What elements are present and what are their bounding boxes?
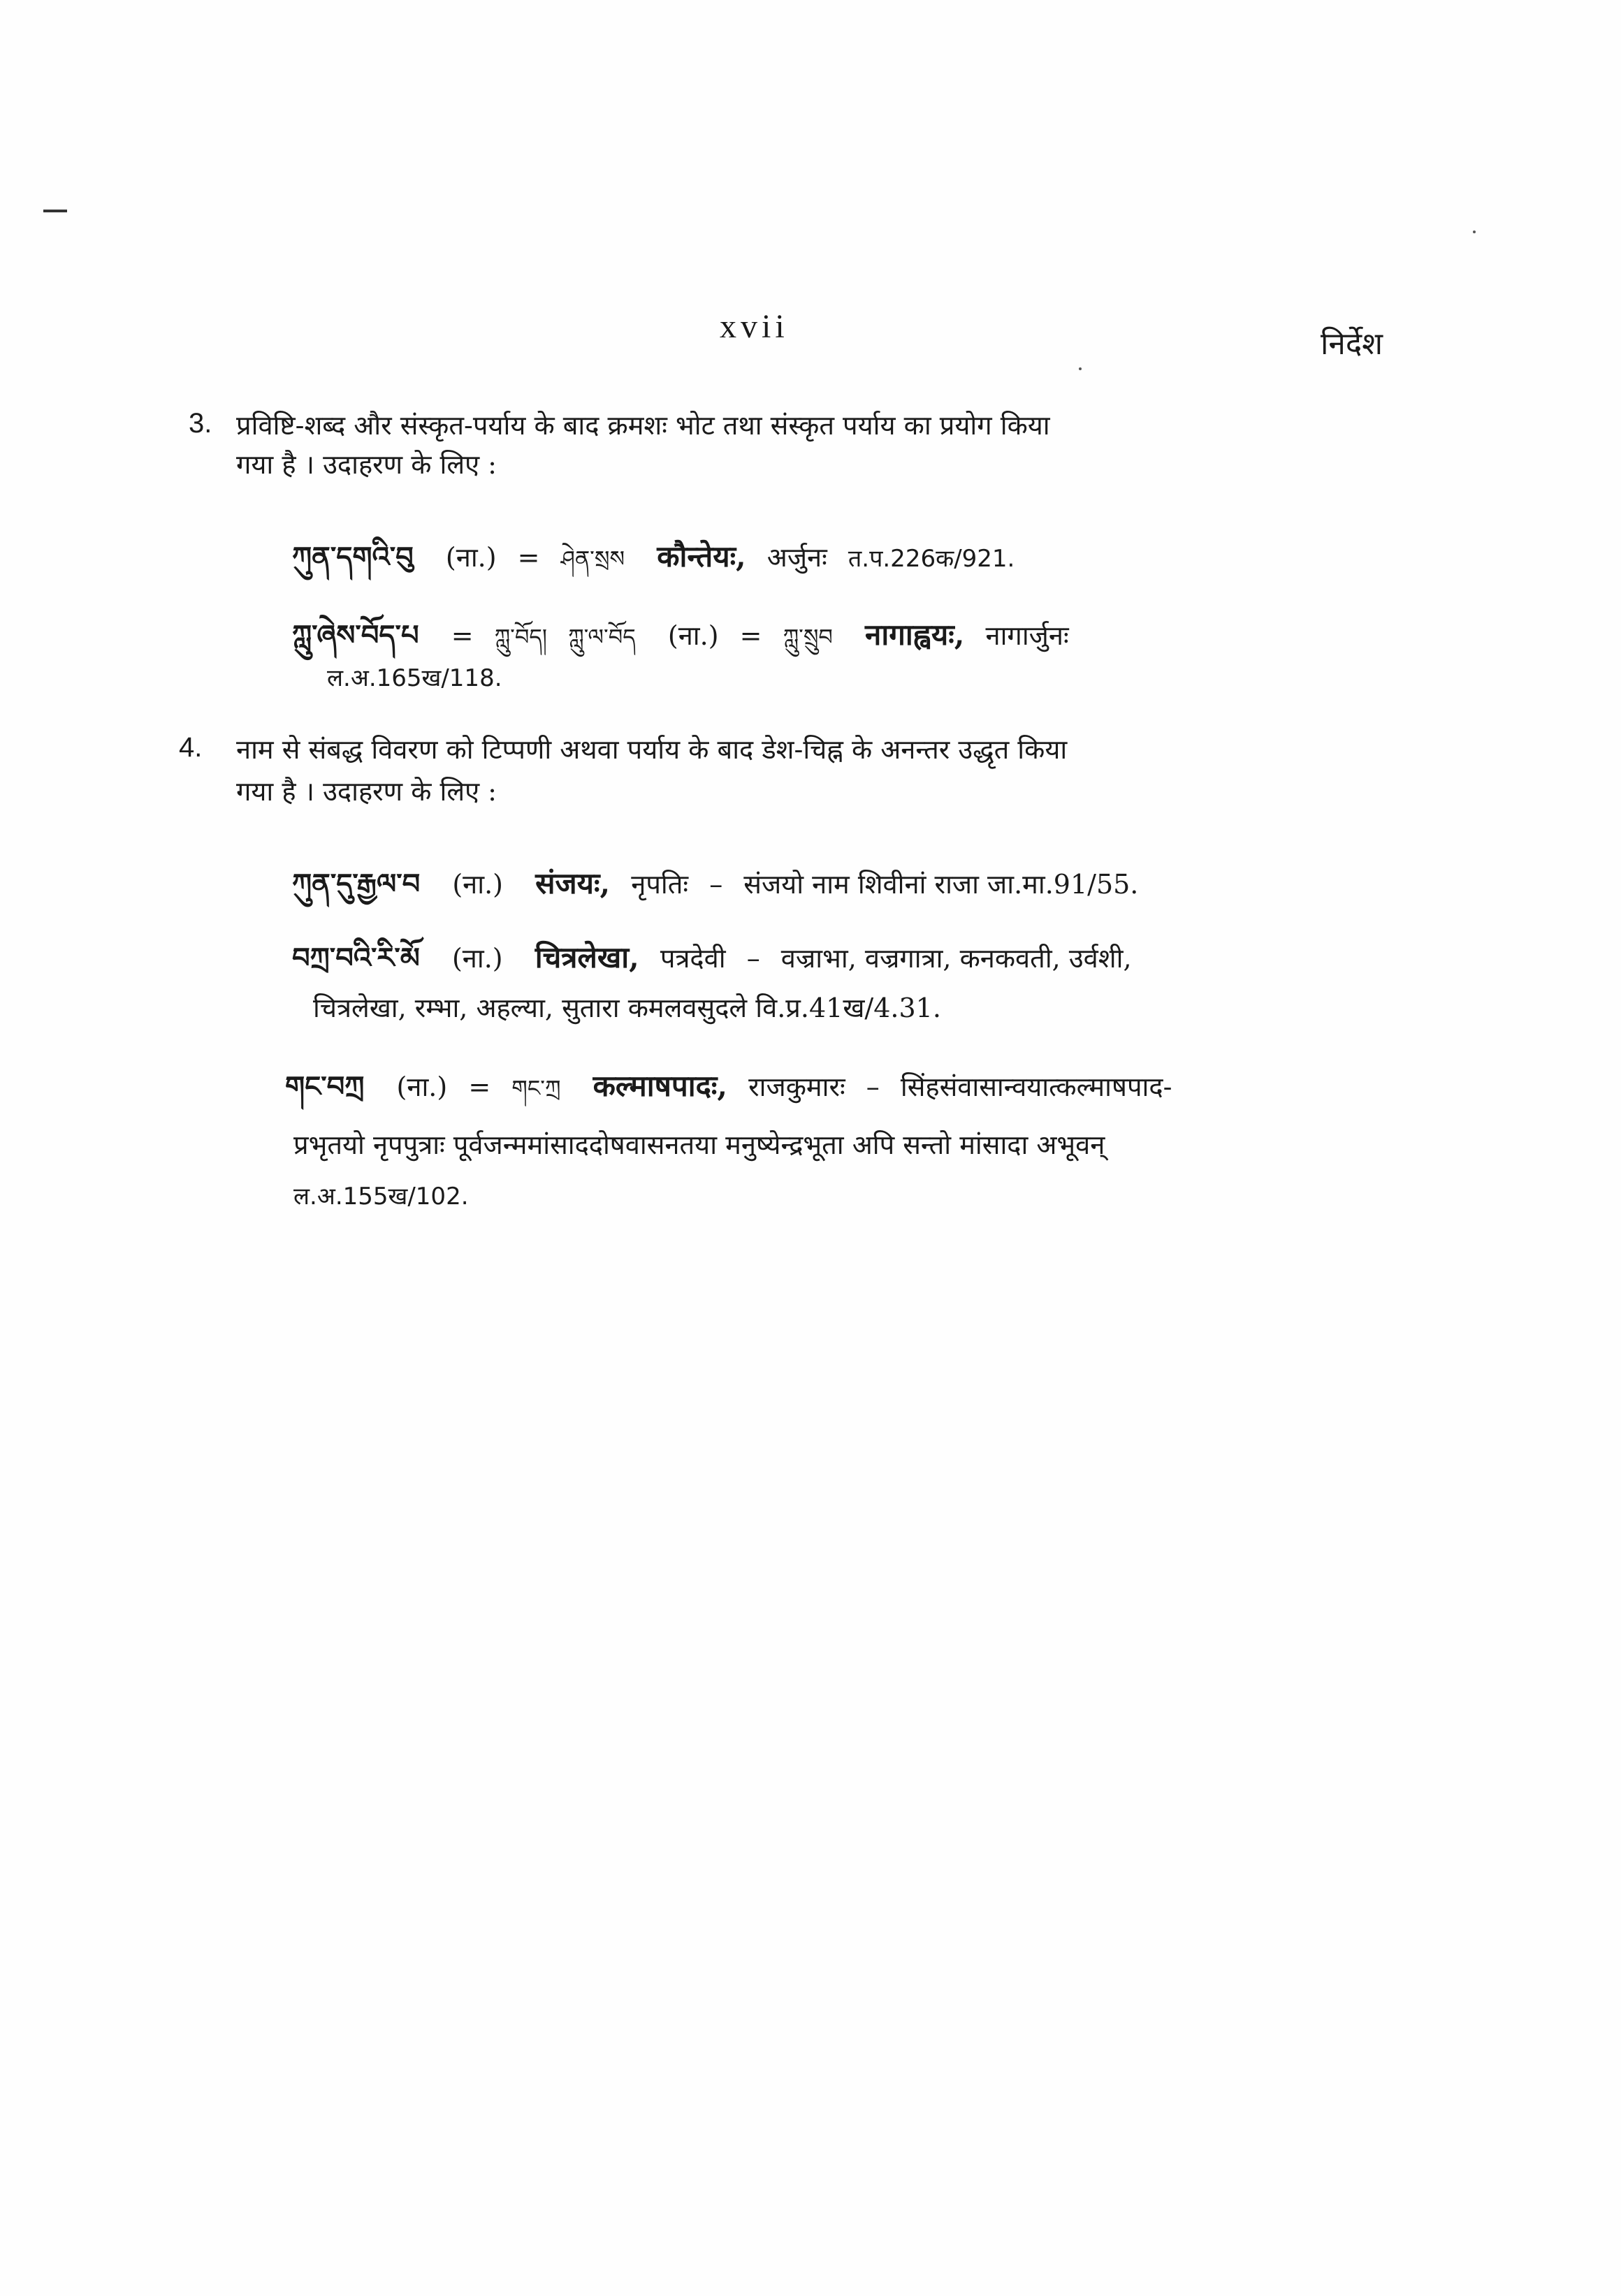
sanskrit-equivalent: संजयः,	[535, 866, 611, 900]
equals-sign: =	[451, 620, 474, 651]
item-text-line: प्रविष्टि-शब्द और संस्कृत-पर्याय के बाद क्रमशः भोट तथा संस्कृत पर्याय का प्रयोग किया	[236, 410, 1050, 441]
grammar-tag: (ना.)	[452, 869, 504, 900]
dash: –	[709, 869, 723, 900]
item-text-line: नाम से संबद्ध विवरण को टिप्पणी अथवा पर्याय के बाद डेश-चिह्न के अनन्तर उद्धृत किया	[236, 734, 1068, 765]
sanskrit-synonym: नागार्जुनः	[985, 620, 1069, 651]
tibetan-synonym: ཀླུ་སྲུབ	[783, 624, 833, 650]
quotation: वज्राभा, वज्रगात्रा, कनकवती, उर्वशी,	[780, 943, 1132, 974]
scan-speck	[1079, 367, 1082, 370]
sanskrit-equivalent: चित्रलेखा,	[535, 940, 639, 974]
quotation-continuation: चित्रलेखा, रम्भा, अहल्या, सुतारा कमलवसुदले वि.प्र.41ख/4.31.	[313, 993, 941, 1023]
quotation: सिंहसंवासान्वयात्कल्माषपाद-	[900, 1072, 1172, 1102]
dash: –	[746, 943, 760, 974]
equals-sign: =	[468, 1072, 491, 1102]
scan-mark	[43, 210, 67, 212]
item-number: 4.	[179, 732, 203, 763]
sanskrit-synonym: पत्रदेवी	[660, 943, 726, 974]
equals-sign: =	[739, 620, 762, 651]
tibetan-headword: ཀུན་དུ་རྒྱལ་བ	[292, 868, 421, 900]
equals-sign: =	[517, 542, 540, 573]
example-entry	[292, 525, 1015, 604]
item-text-line: गया है । उदाहरण के लिए :	[236, 449, 497, 480]
tibetan-synonym: ཀླུ་ལ་བོད	[568, 624, 636, 650]
tibetan-headword: ཀུན་དགའི་བུ	[292, 541, 414, 573]
sanskrit-synonym: राजकुमारः	[748, 1072, 845, 1102]
item-text-line: गया है । उदाहरण के लिए :	[236, 776, 497, 807]
dash: –	[866, 1072, 880, 1102]
example-entry	[285, 1055, 1172, 1134]
source-reference: ल.अ.165ख/118.	[327, 664, 502, 692]
running-head: निर्देश	[1321, 326, 1383, 362]
sanskrit-equivalent: कल्माषपादः,	[593, 1069, 728, 1103]
grammar-tag: (ना.)	[451, 943, 503, 974]
tibetan-headword: ཀླུ་ཞེས་བོད་པ	[292, 620, 419, 652]
page-number: xvii	[720, 308, 789, 345]
tibetan-synonym: ཀླུ་བོད།	[494, 624, 548, 650]
source-reference: ल.अ.155ख/102.	[293, 1183, 469, 1211]
quotation-continuation: प्रभृतयो नृपपुत्राः पूर्वजन्ममांसाददोषवासनतया मनुष्येन्द्रभूता अपि सन्तो मांसादा अभूवन्	[293, 1129, 1105, 1160]
item-number: 3.	[189, 408, 212, 439]
sanskrit-equivalent: नागाह्वयः,	[865, 617, 965, 652]
sanskrit-equivalent: कौन्तेयः,	[657, 539, 746, 573]
scan-speck	[1473, 231, 1476, 233]
sanskrit-synonym: नृपतिः	[631, 869, 689, 900]
tibetan-synonym: ཤེན་སྲས	[560, 546, 625, 572]
sanskrit-synonym: अर्जुनः	[766, 542, 827, 573]
tibetan-headword: གང་བཀྲ	[285, 1071, 365, 1103]
example-entry	[292, 852, 1138, 931]
quotation: संजयो नाम शिवीनां राजा जा.मा.91/55.	[743, 869, 1139, 900]
grammar-tag: (ना.)	[667, 620, 719, 651]
grammar-tag: (ना.)	[445, 542, 497, 573]
tibetan-synonym: གང་ཀྲ	[511, 1075, 561, 1102]
tibetan-headword: བཀྲ་བའི་རི་མོ	[292, 942, 420, 974]
source-reference: त.प.226क/921.	[848, 545, 1015, 573]
grammar-tag: (ना.)	[396, 1072, 448, 1102]
